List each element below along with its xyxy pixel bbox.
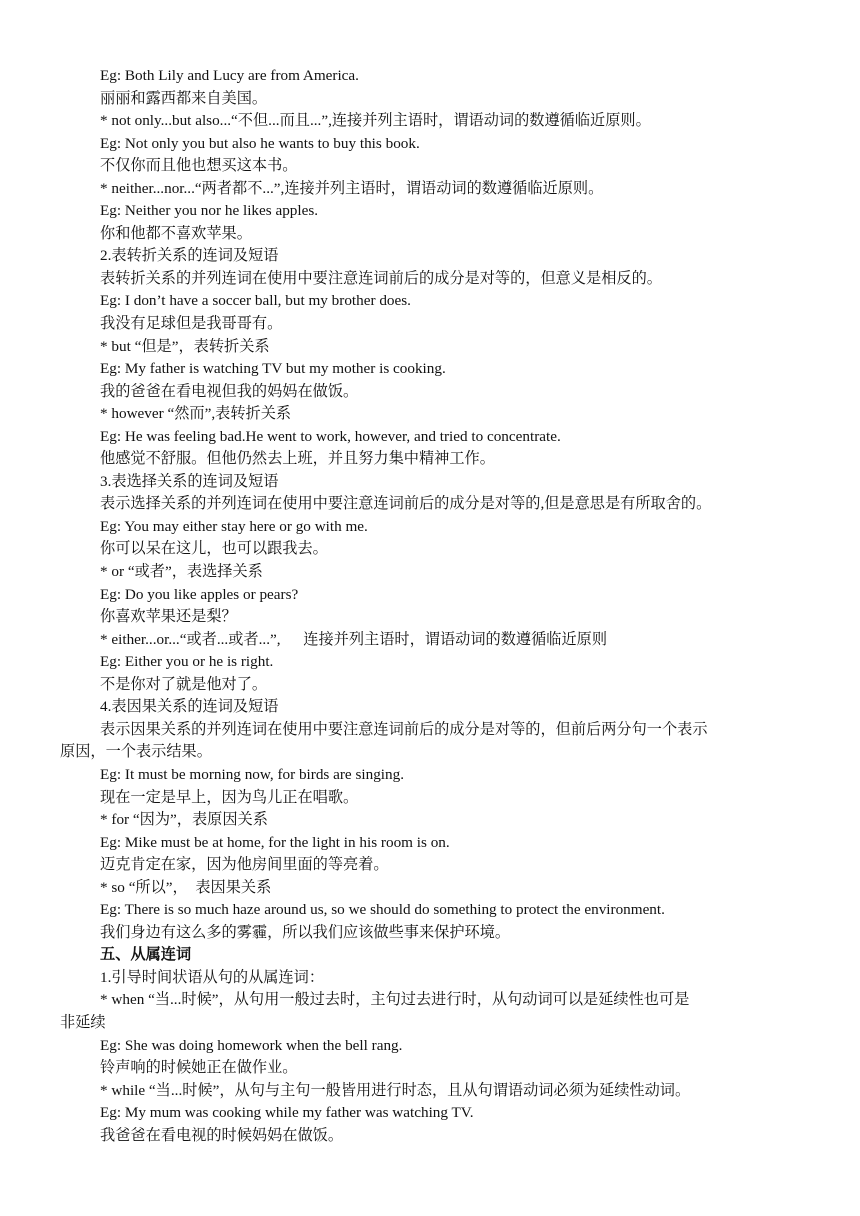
text-line: 你和他都不喜欢苹果。: [100, 224, 252, 242]
text-line: 3.表选择关系的连词及短语: [100, 472, 279, 490]
text-line: 2.表转折关系的连词及短语: [100, 247, 279, 265]
text-line: 表示选择关系的并列连词在使用中要注意连词前后的成分是对等的,但是意思是有所取舍的。: [100, 495, 712, 513]
text-line: * not only...but also...“不但...而且...”,连接并列主语时，谓语动词的数遵循临近原则。: [100, 112, 651, 130]
text-line: 现在一定是早上，因为鸟儿正在唱歌。: [100, 788, 359, 806]
text-line: Eg: I don’t have a soccer ball, but my brother does.: [100, 292, 411, 310]
text-line: 非延续: [60, 1013, 106, 1031]
text-line: * neither...nor...“两者都不...”,连接并列主语时，谓语动词的数遵循临近原则。: [100, 179, 604, 197]
text-line: 不仅你而且他也想买这本书。: [100, 157, 298, 175]
text-line: 你喜欢苹果还是梨？: [100, 608, 237, 626]
text-line: Eg: Mike must be at home, for the light in his room is on.: [100, 833, 450, 851]
text-line: 你可以呆在这儿，也可以跟我去。: [100, 540, 328, 558]
text-line: * however “然而”,表转折关系: [100, 405, 292, 423]
text-line: * so “所以”， 表因果关系: [100, 878, 272, 896]
text-line: 我的爸爸在看电视但我的妈妈在做饭。: [100, 382, 359, 400]
text-line: * either...or...“或者...或者...”, 连接并列主语时，谓语动词的数遵循临近原则: [100, 630, 608, 648]
text-line: 我们身边有这么多的雾霾，所以我们应该做些事来保护环境。: [100, 923, 511, 941]
text-line: * but “但是”，表转折关系: [100, 337, 270, 355]
text-line: Eg: My father is watching TV but my mother is cooking.: [100, 360, 446, 378]
text-line: Eg: There is so much haze around us, so we should do something to protect the environment.: [100, 901, 665, 919]
text-line: Eg: Neither you nor he likes apples.: [100, 202, 319, 220]
text-line: Eg: You may either stay here or go with me.: [100, 517, 368, 535]
text-line: 表示因果关系的并列连词在使用中要注意连词前后的成分是对等的，但前后两分句一个表示: [100, 720, 708, 738]
text-line: * when “当...时候”，从句用一般过去时，主句过去进行时，从句动词可以是延续性也可是: [100, 991, 690, 1009]
text-line: 他感觉不舒服。但他仍然去上班，并且努力集中精神工作。: [100, 450, 495, 468]
text-line: 丽丽和露西都来自美国。: [100, 89, 268, 107]
text-line: 4.表因果关系的连词及短语: [100, 698, 279, 716]
section-heading: 五、从属连词: [100, 946, 192, 964]
text-line: 迈克肯定在家，因为他房间里面的等亮着。: [100, 856, 389, 874]
text-line: Eg: My mum was cooking while my father was watching TV.: [100, 1104, 474, 1122]
text-line: 我没有足球但是我哥哥有。: [100, 315, 283, 333]
text-line: Eg: Either you or he is right.: [100, 653, 274, 671]
text-line: * while “当...时候”，从句与主句一般皆用进行时态，且从句谓语动词必须为延续性动词。: [100, 1081, 691, 1099]
text-line: 原因，一个表示结果。: [60, 743, 212, 761]
text-line: 1.引导时间状语从句的从属连词：: [100, 968, 325, 986]
text-line: * or “或者”，表选择关系: [100, 563, 263, 581]
text-line: 我爸爸在看电视的时候妈妈在做饭。: [100, 1126, 343, 1144]
text-line: * for “因为”，表原因关系: [100, 811, 268, 829]
text-line: 表转折关系的并列连词在使用中要注意连词前后的成分是对等的，但意义是相反的。: [100, 269, 662, 287]
text-line: 铃声响的时候她正在做作业。: [100, 1059, 298, 1077]
text-line: Eg: He was feeling bad.He went to work, however, and tried to concentrate.: [100, 427, 561, 445]
text-line: Eg: Both Lily and Lucy are from America.: [100, 67, 359, 84]
text-line: Eg: It must be morning now, for birds are singing.: [100, 765, 404, 783]
text-line: Eg: Not only you but also he wants to buy this book.: [100, 134, 420, 152]
text-line: Eg: Do you like apples or pears?: [100, 585, 299, 603]
text-line: Eg: She was doing homework when the bell rang.: [100, 1036, 403, 1054]
text-line: 不是你对了就是他对了。: [100, 675, 268, 693]
